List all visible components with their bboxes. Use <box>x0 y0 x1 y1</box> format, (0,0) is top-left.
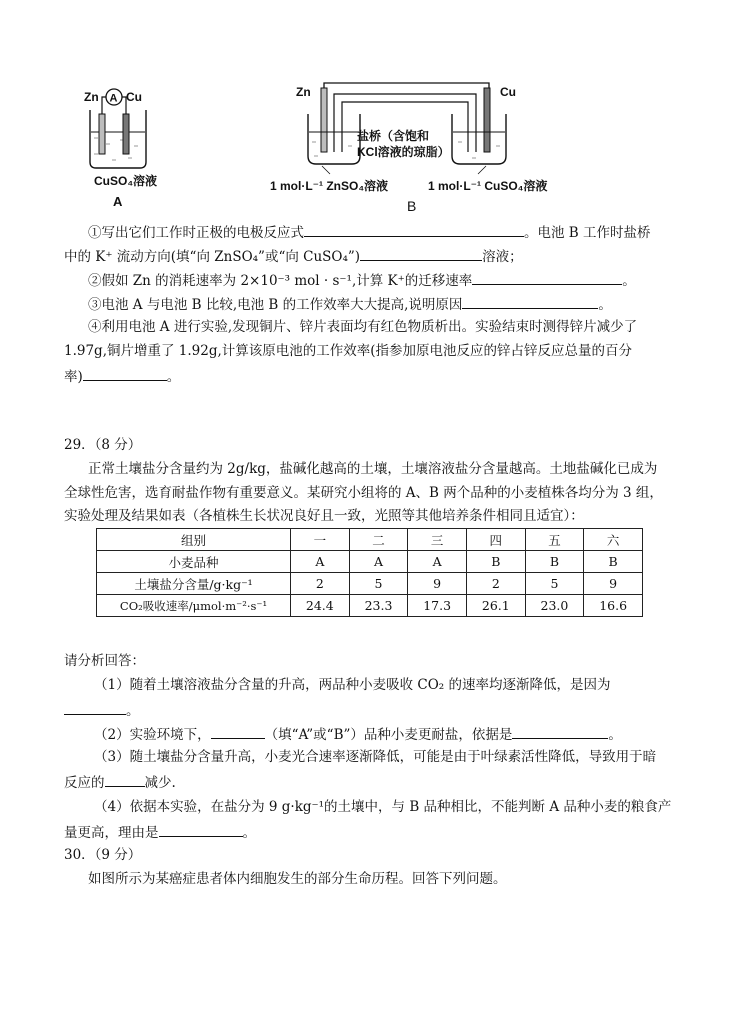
table-cell: B <box>584 551 643 573</box>
table-row <box>97 573 643 595</box>
table-cell: 9 <box>408 573 467 595</box>
zinc-electrode-b <box>321 88 327 152</box>
q28-item2: ②假如 Zn 的消耗速率为 2×10⁻³ mol · s⁻¹,计算 K⁺的迁移速率 。 <box>88 270 636 290</box>
copper-electrode-a <box>123 114 129 154</box>
answer-blank[interactable] <box>512 724 608 739</box>
beaker-b-right <box>452 114 506 164</box>
answer-blank[interactable] <box>211 724 265 739</box>
table-cell: 16.6 <box>584 595 643 617</box>
table-row <box>97 595 643 617</box>
answer-blank[interactable] <box>462 294 598 309</box>
figure-a-meter-label: A <box>109 92 118 105</box>
q29-sub1-line2: 。 <box>64 700 140 720</box>
q29-heading: 29．（8 分） <box>64 437 142 453</box>
q29-sub3-line1: （3）随土壤盐分含量升高，小麦光合速率逐渐降低，可能是由于叶绿素活性降低，导致用于暗 <box>94 749 657 765</box>
figure-a-cu-label: Cu <box>126 90 142 104</box>
table-cell: 17.3 <box>408 595 467 617</box>
answer-blank[interactable] <box>304 222 524 237</box>
table-row-header: 土壤盐分含量/g·kg⁻¹ <box>97 573 291 595</box>
salt-bridge <box>334 94 476 152</box>
figure-b-galvanic-cell <box>262 80 562 216</box>
q29-paragraph-line3: 实验处理及结果如表（各植株生长状况良好且一致，光照等其他培养条件相同且适宜）： <box>64 508 584 524</box>
answer-blank[interactable] <box>105 772 145 787</box>
results-table <box>96 528 643 617</box>
table-cell: 23.0 <box>525 595 584 617</box>
figure-a-solution-label: CuSO₄溶液 <box>94 174 158 188</box>
q28-item4-line3: 率) 。 <box>64 366 180 386</box>
table-cell: B <box>466 551 525 573</box>
table-cell: 5 <box>349 573 408 595</box>
salt-bridge-label-line2: KCl溶液的琼脂） <box>357 145 450 159</box>
figure-a-zn-label: Zn <box>84 90 99 104</box>
table-row-header: 组别 <box>97 529 291 551</box>
answer-blank[interactable] <box>472 270 622 285</box>
table-cell: 23.3 <box>349 595 408 617</box>
table-cell: 26.1 <box>466 595 525 617</box>
table-cell: 二 <box>349 529 408 551</box>
zinc-electrode-a <box>99 114 105 154</box>
beaker-a <box>90 110 146 168</box>
figure-b-caption: B <box>407 198 417 214</box>
q29-sub1-line1: （1）随着土壤溶液盐分含量的升高，两品种小麦吸收 CO₂ 的速率均逐渐降低，是因为 <box>94 677 611 693</box>
table-cell: 9 <box>584 573 643 595</box>
table-row <box>97 551 643 573</box>
table-cell: 五 <box>525 529 584 551</box>
q29-sub4-line1: （4）依据本实验，在盐分为 9 g·kg⁻¹的土壤中，与 B 品种相比，不能判断 A 品种小麦的粮食产 <box>94 799 672 815</box>
answer-blank[interactable] <box>83 366 167 381</box>
table-row <box>97 529 643 551</box>
table-cell: 四 <box>466 529 525 551</box>
q28-item1-line1: ①写出它们工作时正极的电极反应式 。电池 B 工作时盐桥 <box>88 222 651 242</box>
table-cell: B <box>525 551 584 573</box>
q29-prompt: 请分析回答： <box>64 653 145 669</box>
table-cell: 2 <box>466 573 525 595</box>
table-cell: 一 <box>291 529 350 551</box>
table-cell: 24.4 <box>291 595 350 617</box>
q28-item1-line2: 中的 K⁺ 流动方向(填“向 ZnSO₄”或“向 CuSO₄”) 溶液； <box>64 246 523 266</box>
q29-sub4-line2: 量更高，理由是 。 <box>64 822 256 842</box>
answer-blank[interactable] <box>360 246 482 261</box>
table-cell: 5 <box>525 573 584 595</box>
table-cell: A <box>349 551 408 573</box>
salt-bridge-label-line1: 盐桥（含饱和 <box>357 129 430 143</box>
figure-b-cu-label: Cu <box>500 85 516 99</box>
q28-item4-line1: ④利用电池 A 进行实验,发现铜片、锌片表面均有红色物质析出。实验结束时测得锌片减少了 <box>88 319 638 335</box>
table-cell: 三 <box>408 529 467 551</box>
figure-b-right-solution-label: 1 mol·L⁻¹ CuSO₄溶液 <box>428 179 548 193</box>
table-cell: A <box>408 551 467 573</box>
q28-item3: ③电池 A 与电池 B 比较,电池 B 的工作效率大大提高,说明原因 。 <box>88 294 612 314</box>
q29-paragraph-line1: 正常土壤盐分含量约为 2g/kg，盐碱化越高的土壤，土壤溶液盐分含量越高。土地盐碱化已成为 <box>88 461 658 477</box>
table-cell: A <box>291 551 350 573</box>
q29-sub2: （2）实验环境下， （填“A”或“B”）品种小麦更耐盐，依据是 。 <box>94 724 622 744</box>
figure-a-galvanic-cell <box>80 80 170 210</box>
figure-b-zn-label: Zn <box>296 85 311 99</box>
q28-item4-line2: 1.97g,铜片增重了 1.92g,计算该原电池的工作效率(指参加原电池反应的锌占锌反应总量的百分 <box>64 343 633 359</box>
q30-heading: 30．（9 分） <box>64 847 142 863</box>
external-wire <box>324 83 489 90</box>
q30-paragraph: 如图所示为某癌症患者体内细胞发生的部分生命历程。回答下列问题。 <box>88 871 507 887</box>
answer-blank[interactable] <box>159 822 243 837</box>
answer-blank[interactable] <box>64 700 126 715</box>
copper-electrode-b <box>484 88 490 152</box>
table-cell: 六 <box>584 529 643 551</box>
table-cell: 2 <box>291 573 350 595</box>
figure-b-left-solution-label: 1 mol·L⁻¹ ZnSO₄溶液 <box>270 179 389 193</box>
table-row-header: CO₂吸收速率/μmol·m⁻²·s⁻¹ <box>97 595 291 617</box>
q29-paragraph-line2: 全球性危害，选育耐盐作物有重要意义。某研究小组将的 A、B 两个品种的小麦植株各均分为 3 组， <box>64 485 663 501</box>
figure-a-caption: A <box>113 194 123 209</box>
q29-sub3-line2: 反应的 减少. <box>64 772 176 792</box>
table-row-header: 小麦品种 <box>97 551 291 573</box>
